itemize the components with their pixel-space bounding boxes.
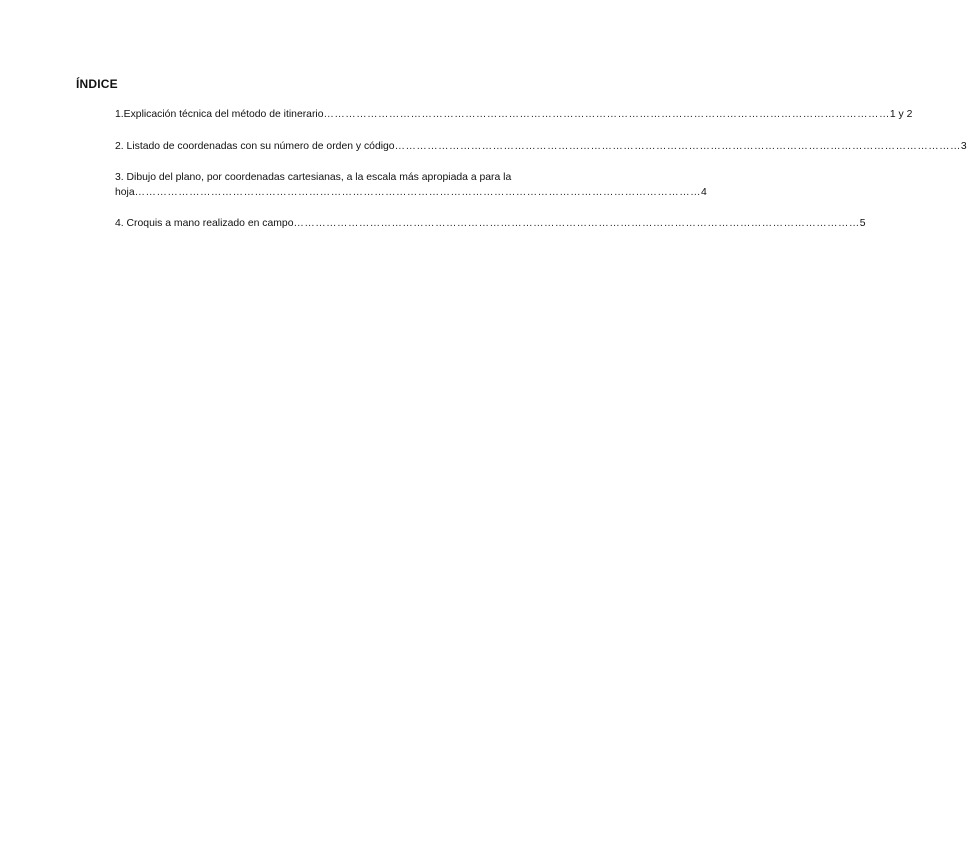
toc-entry-text: hoja: [115, 187, 135, 198]
toc-entry: [115, 171, 577, 185]
toc-entry: [115, 140, 967, 154]
toc-entry-text: 2. Listado de coordenadas con su número de orden y código: [115, 141, 395, 152]
toc-entry-text: 4. Croquis a mano realizado en campo: [115, 218, 294, 229]
toc-entry: [115, 108, 913, 122]
dot-leader: …………………………………………………………………………………………………………………………………………: [134, 187, 701, 198]
toc-entry-text: 1.Explicación técnica del método de itinerario: [115, 109, 324, 120]
toc-entry-text: 3. Dibujo del plano, por coordenadas cartesianas, a la escala más apropiada a para la: [115, 172, 512, 183]
toc-entry-page: 3: [960, 141, 967, 152]
toc-entry-page: 1 y 2: [889, 109, 913, 120]
dot-leader: …………………………………………………………………………………………………………………………………………: [293, 218, 860, 229]
dot-leader: …………………………………………………………………………………………………………………………………………: [394, 141, 961, 152]
index-heading: ÍNDICE: [76, 77, 118, 91]
toc-entry-continuation: [115, 186, 707, 200]
toc-entry-page: 5: [859, 218, 866, 229]
toc-entry-page: 4: [700, 187, 707, 198]
toc-entry: [115, 217, 866, 231]
dot-leader: …………………………………………………………………………………………………………………………………………: [323, 109, 890, 120]
